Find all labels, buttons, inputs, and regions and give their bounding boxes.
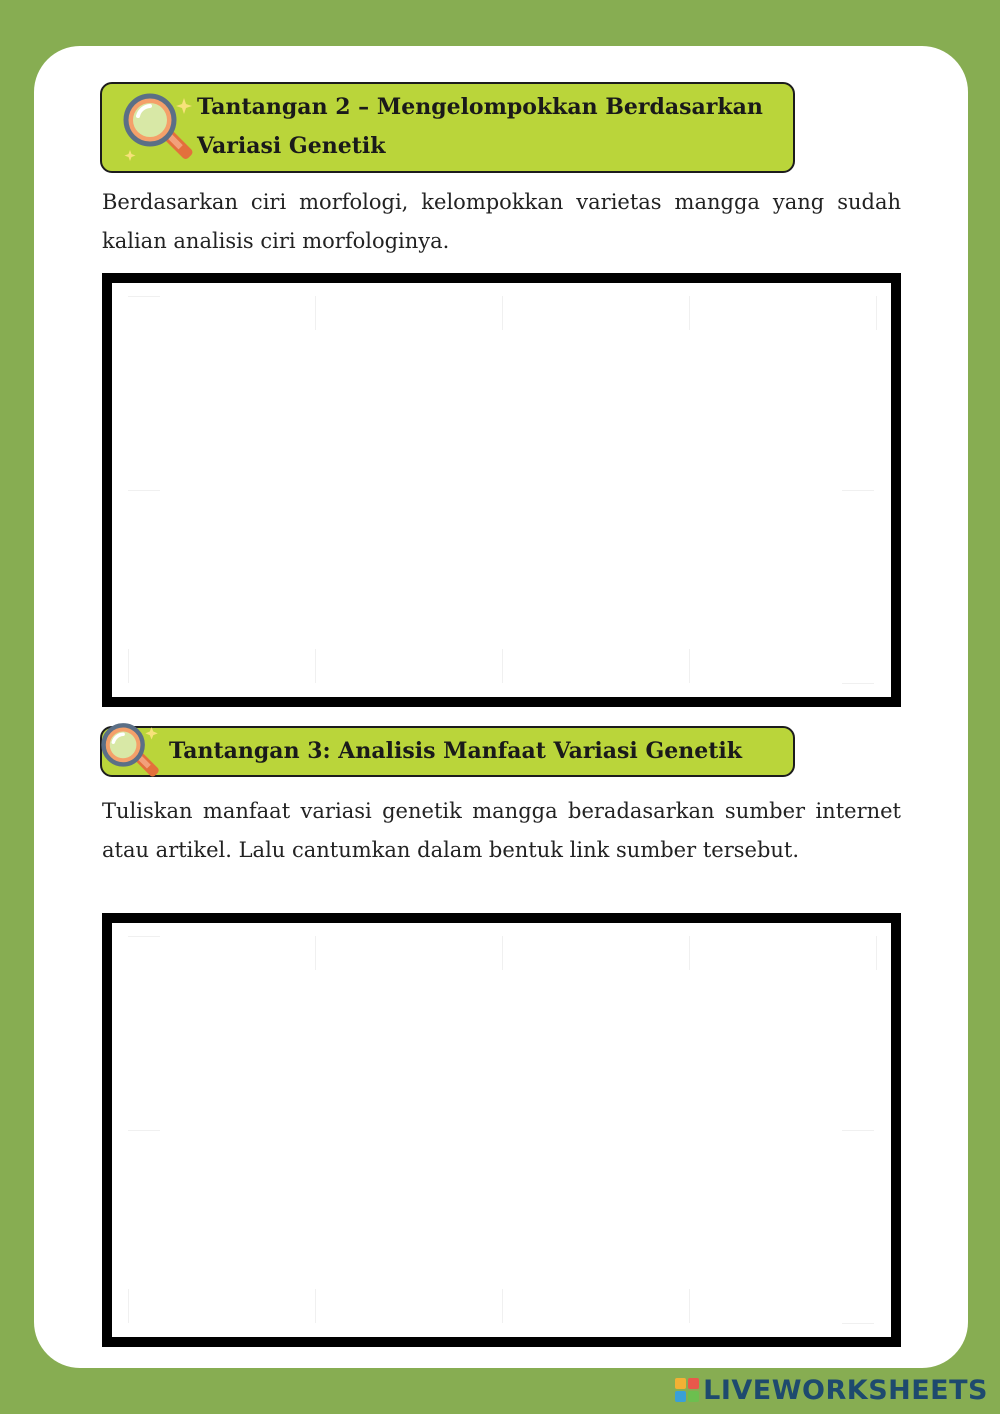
challenge-3-answer-box[interactable] [102, 913, 901, 1347]
challenge-3-title: Tantangan 3: Analisis Manfaat Variasi Genetik [169, 738, 742, 764]
challenge-2-answer-box[interactable] [102, 273, 901, 707]
challenge-2-instruction: Berdasarkan ciri morfologi, kelompokkan varietas mangga yang sudah kalian analisis ciri morfologinya. [102, 190, 901, 253]
liveworksheets-logo-icon [675, 1378, 699, 1402]
liveworksheets-brand: LIVEWORKSHEETS [703, 1374, 988, 1406]
magnifying-glass-icon [96, 720, 168, 784]
challenge-3-instruction: Tuliskan manfaat variasi genetik mangga beradasarkan sumber internet atau artikel. Lalu cantumkan dalam bentuk link sumber tersebut. [102, 799, 901, 862]
magnifying-glass-icon [118, 90, 198, 170]
challenge-2-title-line-2: Variasi Genetik [197, 133, 386, 159]
liveworksheets-logo[interactable] [675, 1373, 988, 1407]
challenge-2-title-line-1: Tantangan 2 – Mengelompokkan Berdasarkan [197, 94, 763, 120]
